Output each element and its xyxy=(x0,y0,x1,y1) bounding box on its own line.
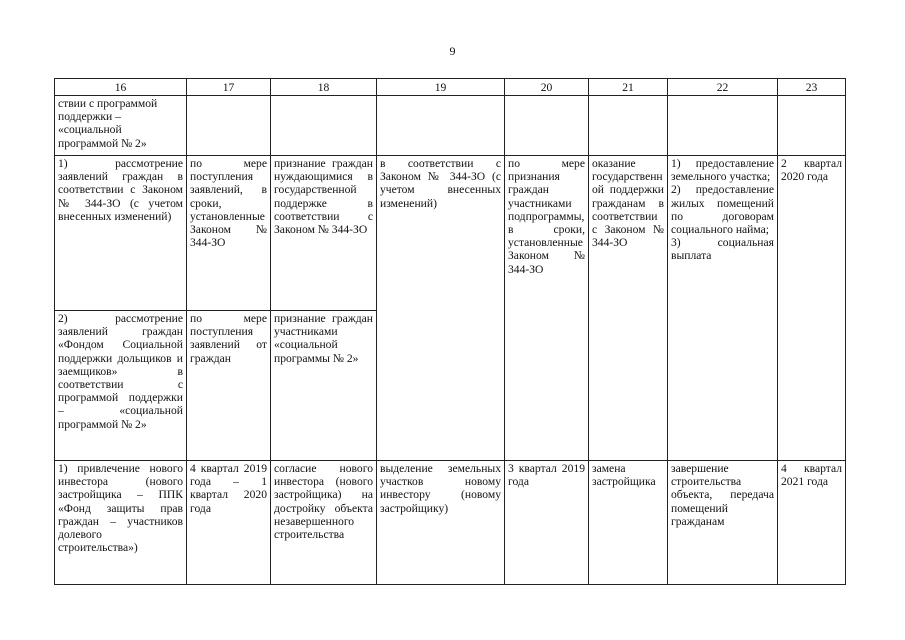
cell-continued-23 xyxy=(778,96,846,156)
cell-continued-19 xyxy=(377,96,505,156)
cell-row1-17: по мере поступления заявлений, в сроки, установленные Законом № 344-ЗО xyxy=(187,156,271,311)
cell-row3-23: 4 квартал 2021 года xyxy=(778,461,846,585)
cell-row1-21: оказание государственной поддержки гражданам в соответствии с Законом № 344-ЗО xyxy=(589,156,668,461)
cell-row3-21: замена застройщика xyxy=(589,461,668,585)
column-header-19: 19 xyxy=(377,79,505,96)
column-header-16: 16 xyxy=(55,79,187,96)
cell-row1-22: 1) предоставление земельного участка; 2) предоставление жилых помещений по договорам социального найма; 3) социальная выплата xyxy=(668,156,778,461)
column-header-17: 17 xyxy=(187,79,271,96)
column-header-20: 20 xyxy=(505,79,589,96)
cell-row3-20: 3 квартал 2019 года xyxy=(505,461,589,585)
header-row xyxy=(55,79,846,96)
cell-row1-23: 2 квартал 2020 года xyxy=(778,156,846,461)
cell-continued-16: ствии с программой поддержки – «социальной программой № 2» xyxy=(55,96,187,156)
cell-row3-22: завершение строительства объекта, передача помещений гражданам xyxy=(668,461,778,585)
cell-row1-19: в соответствии с Законом № 344-ЗО (с учетом внесенных изменений) xyxy=(377,156,505,461)
cell-row2-18: признание граждан участниками «социальной программы № 2» xyxy=(271,311,377,461)
cell-continued-20 xyxy=(505,96,589,156)
cell-continued-17 xyxy=(187,96,271,156)
cell-row1-18: признание граждан нуждающимися в государственной поддержке в соответствии с Законом № 344-ЗО xyxy=(271,156,377,311)
column-header-23: 23 xyxy=(778,79,846,96)
cell-row3-17: 4 квартал 2019 года – 1 квартал 2020 года xyxy=(187,461,271,585)
table-row-3 xyxy=(55,461,846,585)
cell-continued-21 xyxy=(589,96,668,156)
page-number: 9 xyxy=(449,44,456,58)
cell-continued-18 xyxy=(271,96,377,156)
table-row-continued xyxy=(55,96,846,156)
cell-row1-20: по мере признания граждан участниками подпрограммы, в сроки, установленные Законом № 344-ЗО xyxy=(505,156,589,461)
cell-continued-22 xyxy=(668,96,778,156)
cell-row3-18: согласие нового инвестора (нового застройщика) на достройку объекта незавершенного строительства xyxy=(271,461,377,585)
column-header-22: 22 xyxy=(668,79,778,96)
cell-row3-19: выделение земельных участков новому инвестору (новому застройщику) xyxy=(377,461,505,585)
program-table xyxy=(54,78,846,585)
column-header-21: 21 xyxy=(589,79,668,96)
table-row-1 xyxy=(55,156,846,311)
cell-row3-16: 1) привлечение нового инвестора (нового застройщика – ППК «Фонд защиты прав граждан – участников долевого строительства») xyxy=(55,461,187,585)
cell-row2-17: по мере поступления заявлений от граждан xyxy=(187,311,271,461)
cell-row2-16: 2) рассмотрение заявлений граждан «Фондом Социальной поддержки дольщиков и заемщиков» в соответствии с программой поддержки – «социальной программой № 2» xyxy=(55,311,187,461)
cell-row1-16: 1) рассмотрение заявлений граждан в соответствии с Законом № 344-ЗО (с учетом внесенных изменений) xyxy=(55,156,187,311)
column-header-18: 18 xyxy=(271,79,377,96)
